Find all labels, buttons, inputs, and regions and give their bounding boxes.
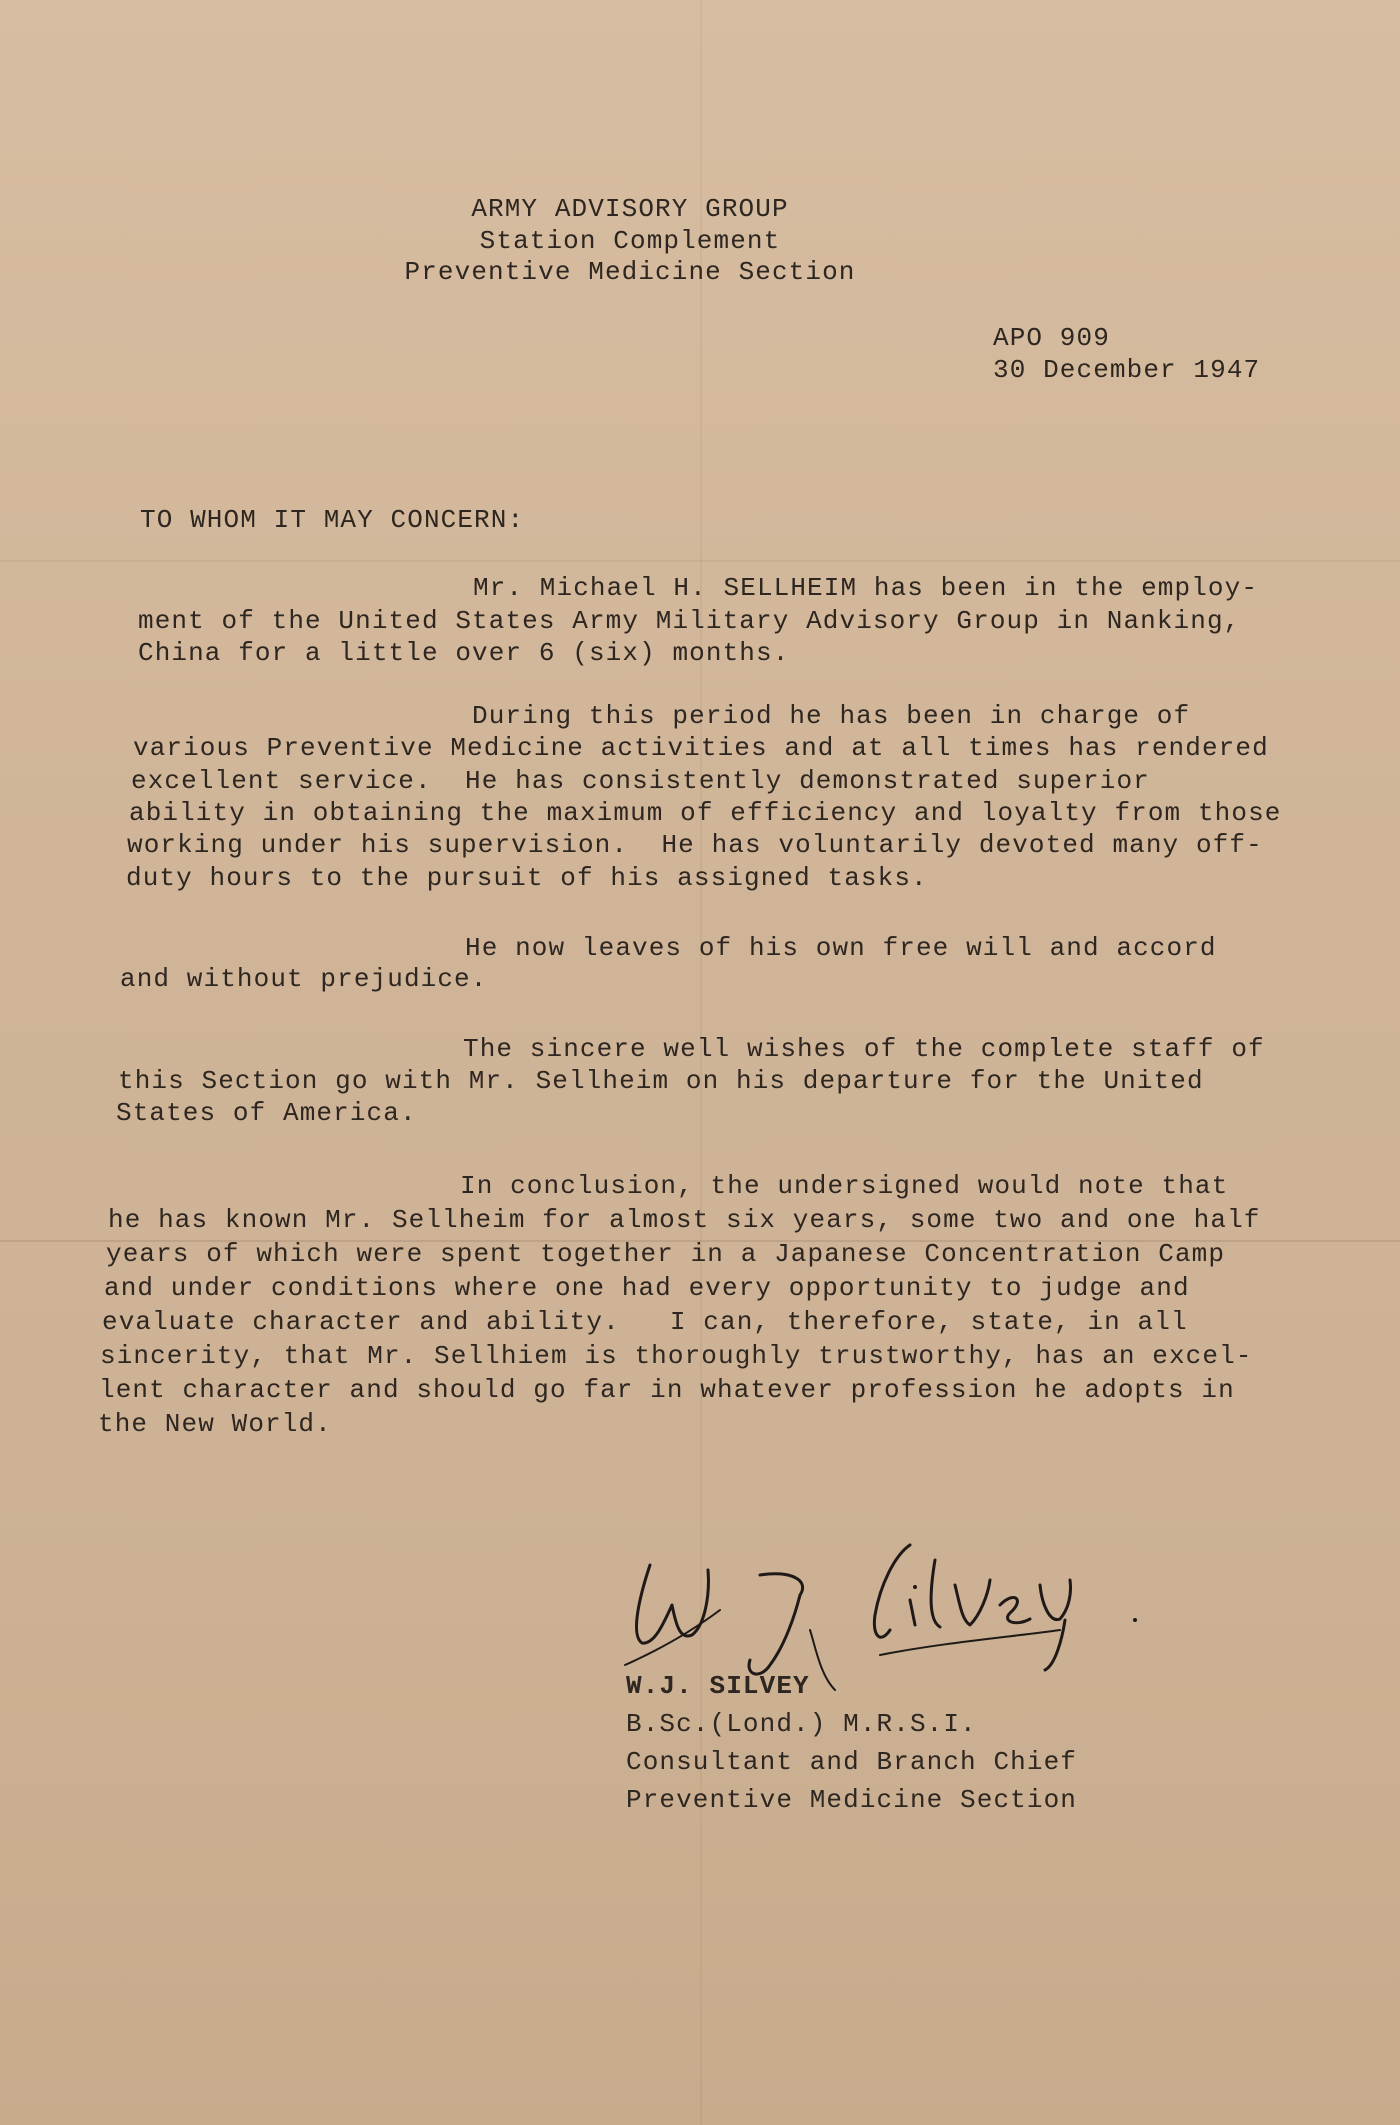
paragraph-5-line: In conclusion, the undersigned would note that	[460, 1171, 1229, 1201]
signatory-section: Preventive Medicine Section	[626, 1785, 1077, 1815]
paragraph-3-line: and without prejudice.	[120, 964, 488, 994]
salutation: TO WHOM IT MAY CONCERN:	[140, 505, 525, 535]
letterhead-line-1: ARMY ADVISORY GROUP	[471, 194, 789, 224]
paragraph-2-line: working under his supervision. He has voluntarily devoted many off-	[127, 830, 1263, 860]
paragraph-2-line: ability in obtaining the maximum of efficiency and loyalty from those	[129, 798, 1282, 828]
apo-number: APO 909	[993, 323, 1110, 353]
paragraph-2-line: duty hours to the pursuit of his assigned tasks.	[126, 863, 928, 893]
letterhead-line-2: Station Complement	[479, 226, 781, 256]
paragraph-2-line: excellent service. He has consistently demonstrated superior	[131, 766, 1150, 796]
paragraph-1-line: ment of the United States Army Military Advisory Group in Nanking,	[138, 606, 1241, 636]
paragraph-5-line: and under conditions where one had every opportunity to judge and	[104, 1273, 1190, 1303]
paragraph-5-line: lent character and should go far in whatever profession he adopts in	[99, 1375, 1235, 1405]
paragraph-2-line: During this period he has been in charge of	[472, 701, 1191, 731]
paragraph-2-line: various Preventive Medicine activities and at all times has rendered	[133, 733, 1269, 763]
paragraph-4-line: States of America.	[116, 1098, 417, 1128]
paragraph-3-line: He now leaves of his own free will and accord	[465, 933, 1217, 963]
paragraph-5-line: evaluate character and ability. I can, therefore, state, in all	[102, 1307, 1188, 1337]
paragraph-1-line: China for a little over 6 (six) months.	[138, 638, 790, 668]
paragraph-4-line: The sincere well wishes of the complete staff of	[463, 1034, 1265, 1064]
paragraph-5-line: the New World.	[98, 1409, 332, 1439]
signatory-degrees: B.Sc.(Lond.) M.R.S.I.	[626, 1709, 977, 1739]
paragraph-5-line: he has known Mr. Sellheim for almost six years, some two and one half	[108, 1205, 1261, 1235]
paragraph-1-line: Mr. Michael H. SELLHEIM has been in the employ-	[473, 573, 1259, 603]
signatory-name: W.J. SILVEY	[626, 1671, 810, 1701]
letter-date: 30 December 1947	[993, 355, 1261, 385]
signatory-title: Consultant and Branch Chief	[626, 1747, 1077, 1777]
paragraph-5-line: years of which were spent together in a Japanese Concentration Camp	[106, 1239, 1226, 1269]
letterhead-line-3: Preventive Medicine Section	[404, 257, 856, 287]
paragraph-5-line: sincerity, that Mr. Sellhiem is thoroughly trustworthy, has an excel-	[100, 1341, 1253, 1371]
paragraph-4-line: this Section go with Mr. Sellheim on his departure for the United	[118, 1066, 1204, 1096]
